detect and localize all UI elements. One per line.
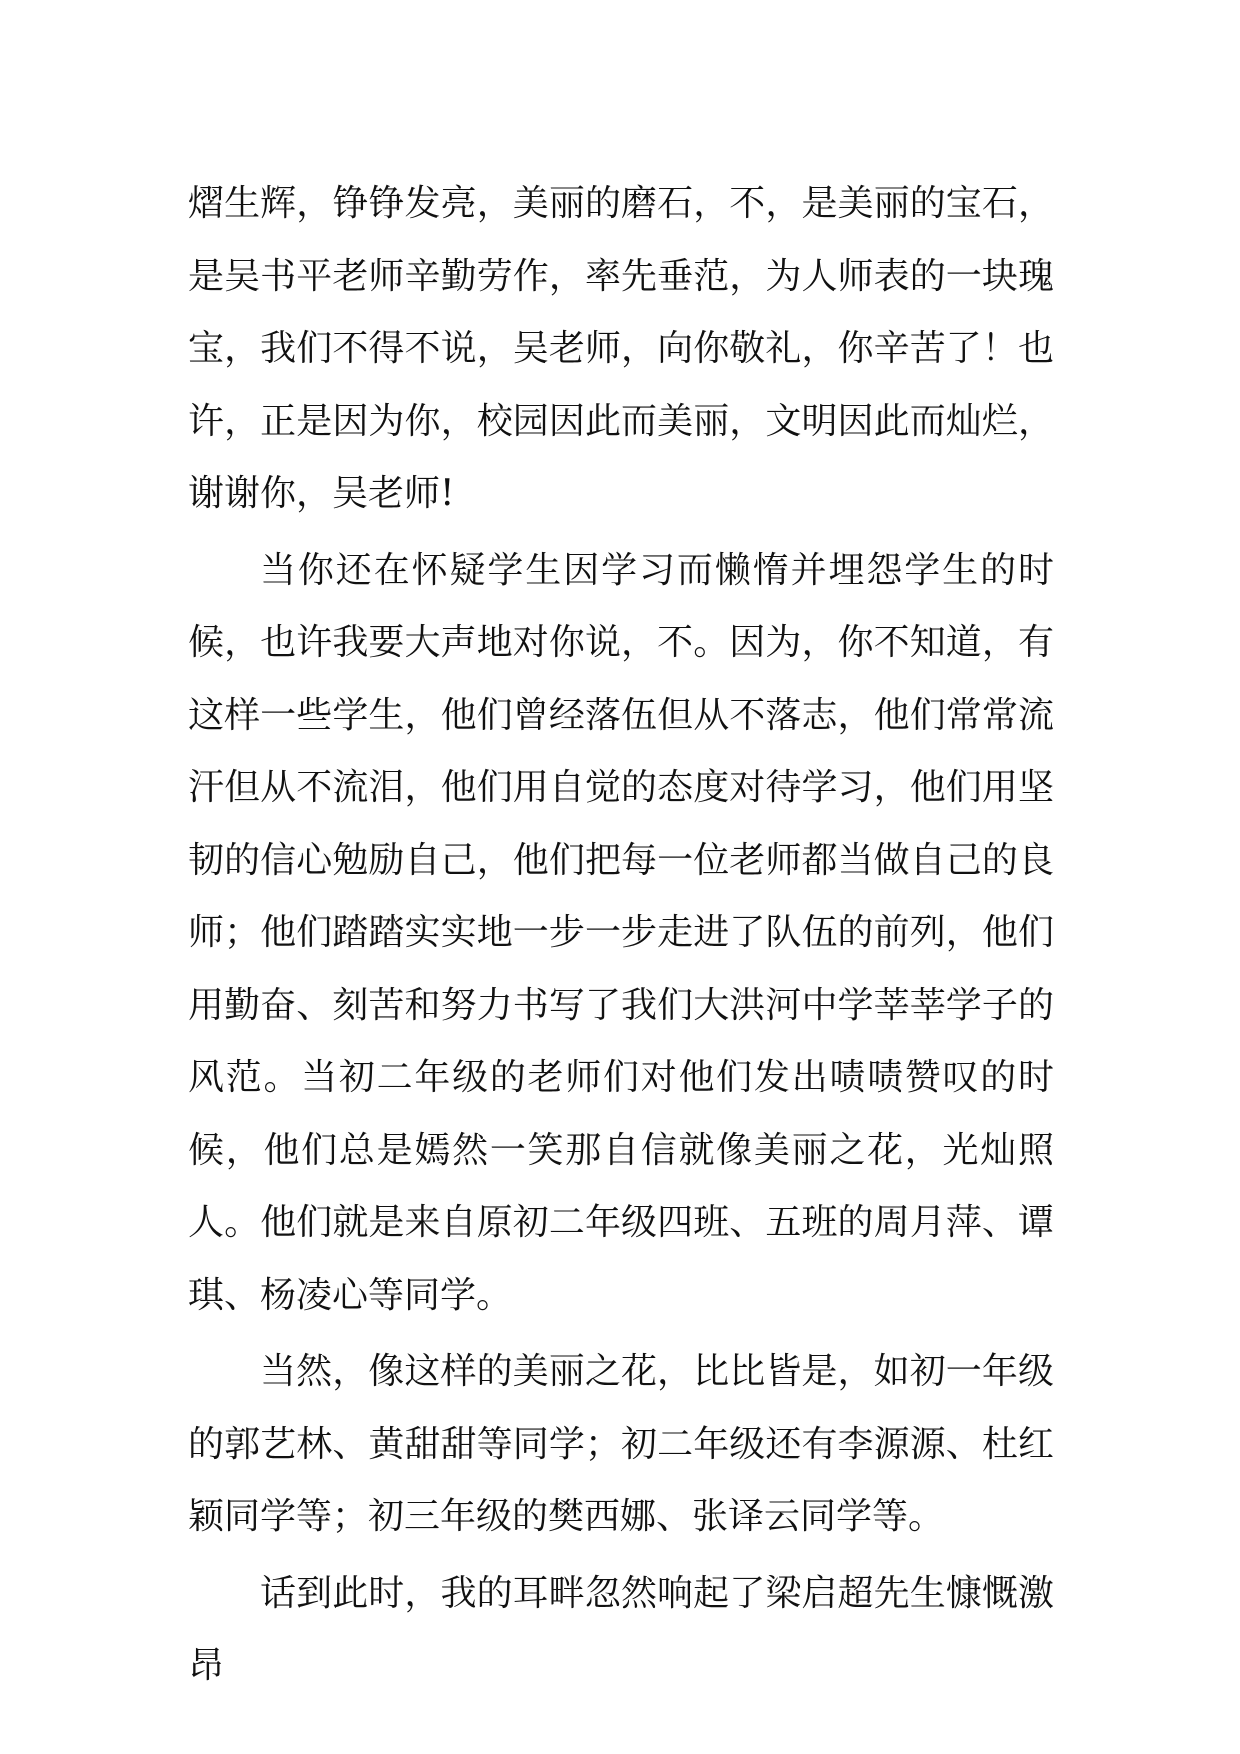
paragraph-liang-qichao: 话到此时，我的耳畔忽然响起了梁启超先生慷慨激昂 — [188, 1572, 1054, 1686]
paragraph-more-students: 当然，像这样的美丽之花，比比皆是，如初一年级的郭艺林、黄甜甜等同学；初二年级还有李源源、杜红颖同学等；初三年级的樊西娜、张译云同学等。 — [188, 1351, 1054, 1537]
paragraph-excellent-students: 当你还在怀疑学生因学习而懒惰并埋怨学生的时候，也许我要大声地对你说，不。因为，你不知道，有这样一些学生，他们曾经落伍但从不落志，他们常常流汗但从不流泪，他们用自觉的态度对待学习，他们用坚韧的信心勉励自己，他们把每一位老师都当做自己的良师；他们踏踏实实地一步一步走进了队伍的前列，他们用勤奋、刻苦和努力书写了我们大洪河中学莘莘学子的风范。当初二年级的老师们对他们发出啧啧赞叹的时候，他们总是嫣然一笑那自信就像美丽之花，光灿照人。他们就是来自原初二年级四班、五班的周月萍、谭琪、杨凌心等同学。 — [188, 549, 1054, 1316]
paragraph-continuation: 熠生辉，铮铮发亮，美丽的磨石，不，是美丽的宝石，是吴书平老师辛勤劳作，率先垂范，为人师表的一块瑰宝，我们不得不说，吴老师，向你敬礼，你辛苦了！也许，正是因为你，校园因此而美丽，文明因此而灿烂，谢谢你，吴老师! — [188, 183, 1054, 514]
body-text — [188, 168, 1054, 1707]
